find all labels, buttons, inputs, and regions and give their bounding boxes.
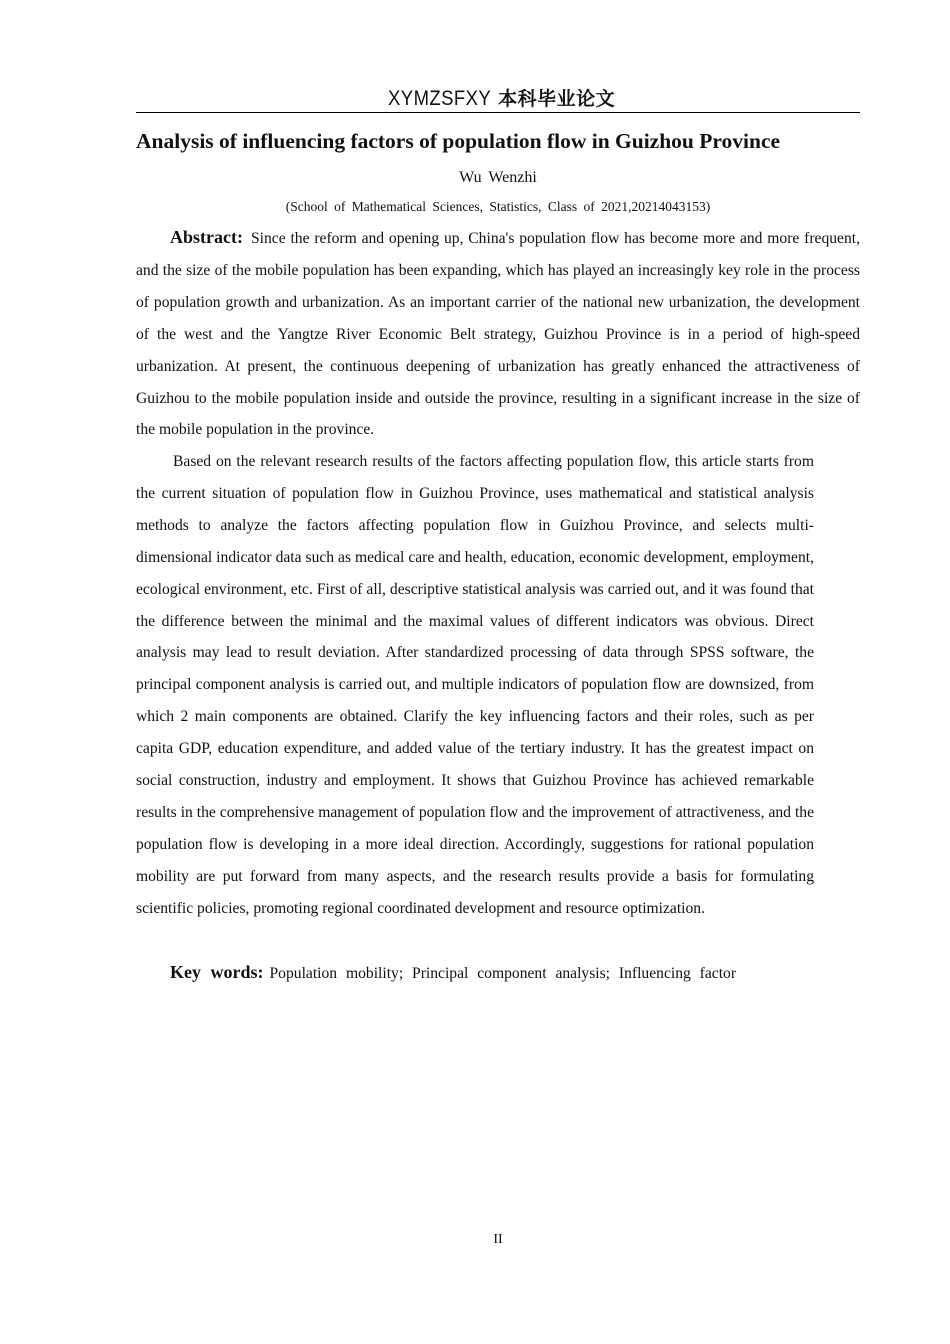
keywords-line <box>170 957 830 989</box>
keywords-label: Key words: <box>170 962 264 982</box>
keywords-text: Population mobility; Principal component analysis; Influencing factor <box>269 965 737 982</box>
page-number: II <box>493 1232 503 1247</box>
paper-title: Analysis of influencing factors of population flow in Guizhou Province <box>136 129 781 153</box>
abstract-paragraph-1 <box>136 222 860 446</box>
author-name: Wu Wenzhi <box>459 169 537 186</box>
header-school-code: XYMZSFXY <box>387 87 492 110</box>
abstract-text-1: Since the reform and opening up, China's population flow has become more and more frequent, and the size of the mobile population has been expanding, which has played an increasingly key role in the process of population growth and urbanization. As an important carrier of the national new urbanization, the development of the west and the Yangtze River Economic Belt strategy, Guizhou Province is in a period of high-speed urbanization. At present, the continuous deepening of urbanization has greatly enhanced the attractiveness of Guizhou to the mobile population inside and outside the province, resulting in a significant increase in the size of the mobile population in the province. <box>136 230 860 439</box>
author-affiliation: (School of Mathematical Sciences, Statistics, Class of 2021,20214043153) <box>285 199 711 214</box>
running-header <box>136 84 860 113</box>
abstract-paragraph-2: Based on the relevant research results of the factors affecting population flow, this article starts from the current situation of population flow in Guizhou Province, uses mathematical and statistical analysis methods to analyze the factors affecting population flow in Guizhou Province, and selects multi-dimensional indicator data such as medical care and health, education, economic development, employment, ecological environment, etc. First of all, descriptive statistical analysis was carried out, and it was found that the difference between the minimal and the maximal values of different indicators was obvious. Direct analysis may lead to result deviation. After standardized processing of data through SPSS software, the principal component analysis is carried out, and multiple indicators of population flow are downsized, from which 2 main components are obtained. Clarify the key influencing factors and their roles, such as per capita GDP, education expenditure, and added value of the tertiary industry. It has the greatest impact on social construction, industry and employment. It shows that Guizhou Province has achieved remarkable results in the comprehensive management of population flow and the improvement of attractiveness, and the population flow is developing in a more ideal direction. Accordingly, suggestions for rational population mobility are put forward from many aspects, and the research results provide a basis for formulating scientific policies, promoting regional coordinated development and resource optimization. <box>136 453 814 917</box>
abstract-label: Abstract: <box>170 227 243 247</box>
header-thesis-label: 本科毕业论文 <box>498 88 616 110</box>
